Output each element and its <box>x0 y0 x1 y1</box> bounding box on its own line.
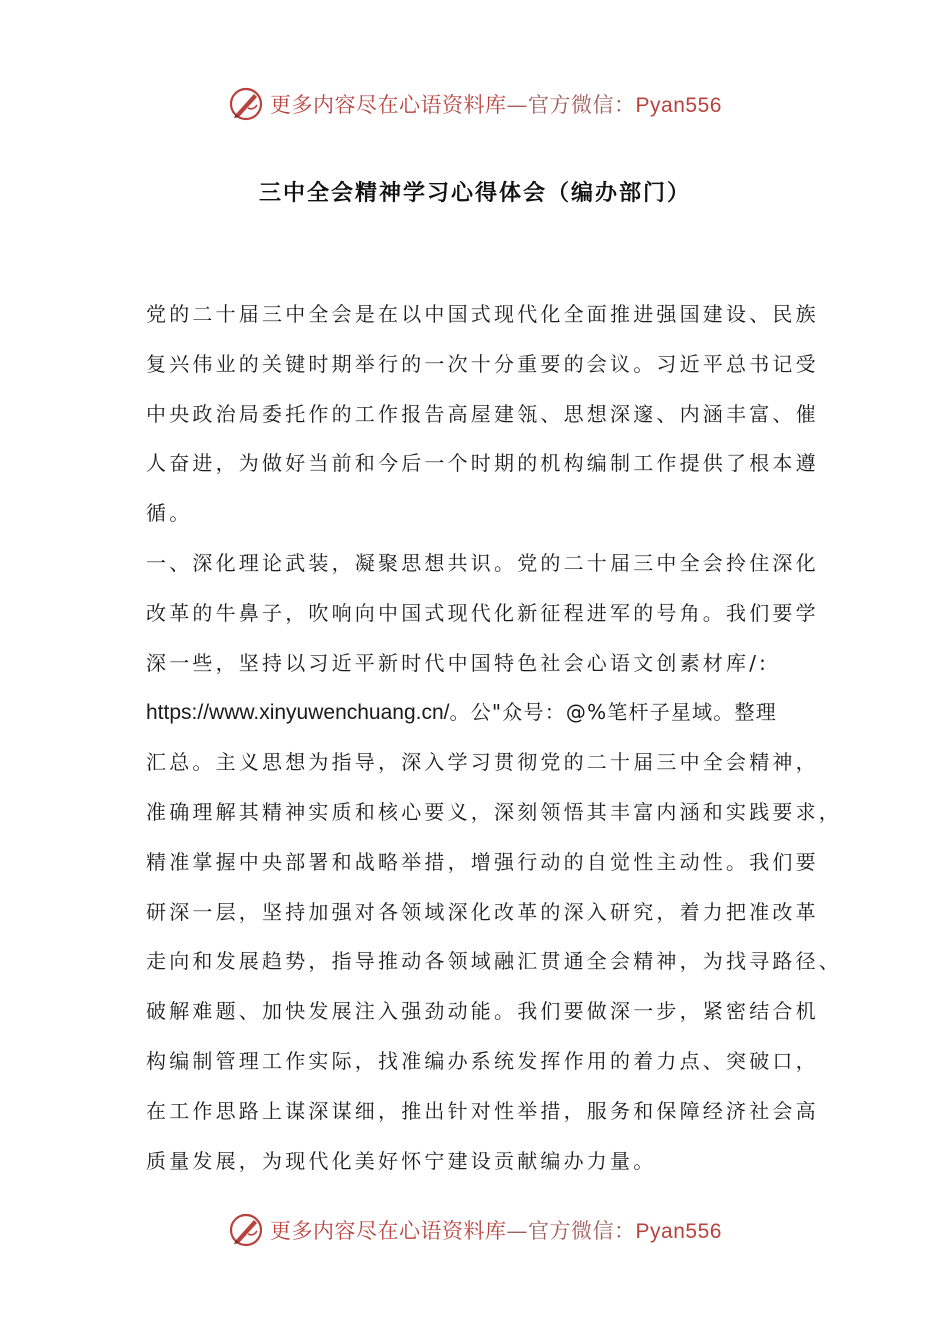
body-line: 破解难题、加快发展注入强劲动能。我们要做深一步，紧密结合机 <box>146 999 819 1024</box>
body-line: 人奋进，为做好当前和今后一个时期的机构编制工作提供了根本遵 <box>146 451 819 476</box>
body-line: 构编制管理工作实际，找准编办系统发挥作用的着力点、突破口， <box>146 1048 819 1073</box>
body-line-with-url <box>146 688 818 738</box>
body-line: 在工作思路上谋深谋细，推出针对性举措，服务和保障经济社会高 <box>146 1098 819 1123</box>
banner-wechat-id: Pyan556 <box>635 1220 722 1243</box>
banner-wechat-id: Pyan556 <box>635 94 722 117</box>
url-line-rest: 。公"众号：@%笔杆子星域。整理 <box>449 700 777 725</box>
footer-banner <box>0 1208 950 1252</box>
document-title: 三中全会精神学习心得体会（编办部门） <box>258 181 691 206</box>
banner-dash: — <box>506 93 529 117</box>
body-line: 质量发展，为现代化美好怀宁建设贡献编办力量。 <box>146 1148 657 1173</box>
body-line: 党的二十届三中全会是在以中国式现代化全面推进强国建设、民族 <box>146 302 819 326</box>
pen-logo-icon <box>228 1212 264 1248</box>
header-banner <box>0 82 950 126</box>
body-line: 研深一层，坚持加强对各领域深化改革的深入研究，着力把准改革 <box>146 899 819 924</box>
banner-text <box>270 1215 722 1245</box>
document-body <box>146 290 842 1186</box>
body-line: 一、深化理论武装，凝聚思想共识。党的二十届三中全会拎住深化 <box>146 550 819 575</box>
body-line: 汇总。主义思想为指导，深入学习贯彻党的二十届三中全会精神， <box>146 750 819 775</box>
body-line: 准确理解其精神实质和核心要义，深刻领悟其丰富内涵和实践要求， <box>146 799 842 824</box>
banner-main-text: 更多内容尽在心语资料库 <box>270 93 507 117</box>
banner-wechat-label: 官方微信： <box>528 1219 636 1243</box>
banner-wechat-label: 官方微信： <box>528 93 636 117</box>
source-url-link[interactable]: https://www.xinyuwenchuang.cn/ <box>146 701 450 725</box>
body-line: 走向和发展趋势，指导推动各领域融汇贯通全会精神，为找寻路径、 <box>146 949 842 974</box>
body-line: 中央政治局委托作的工作报告高屋建瓴、思想深邃、内涵丰富、催 <box>146 401 819 426</box>
banner-text <box>270 89 722 119</box>
body-line: 改革的牛鼻子，吹响向中国式现代化新征程进军的号角。我们要学 <box>146 600 819 625</box>
banner-dash: — <box>506 1219 529 1243</box>
body-line: 循。 <box>146 501 193 526</box>
body-line: 深一些，坚持以习近平新时代中国特色社会心语文创素材库/: <box>146 650 770 675</box>
body-line: 精准掌握中央部署和战略举措，增强行动的自觉性主动性。我们要 <box>146 849 819 874</box>
banner-main-text: 更多内容尽在心语资料库 <box>270 1219 507 1243</box>
pen-logo-icon <box>228 86 264 122</box>
body-line: 复兴伟业的关键时期举行的一次十分重要的会议。习近平总书记受 <box>146 351 819 376</box>
